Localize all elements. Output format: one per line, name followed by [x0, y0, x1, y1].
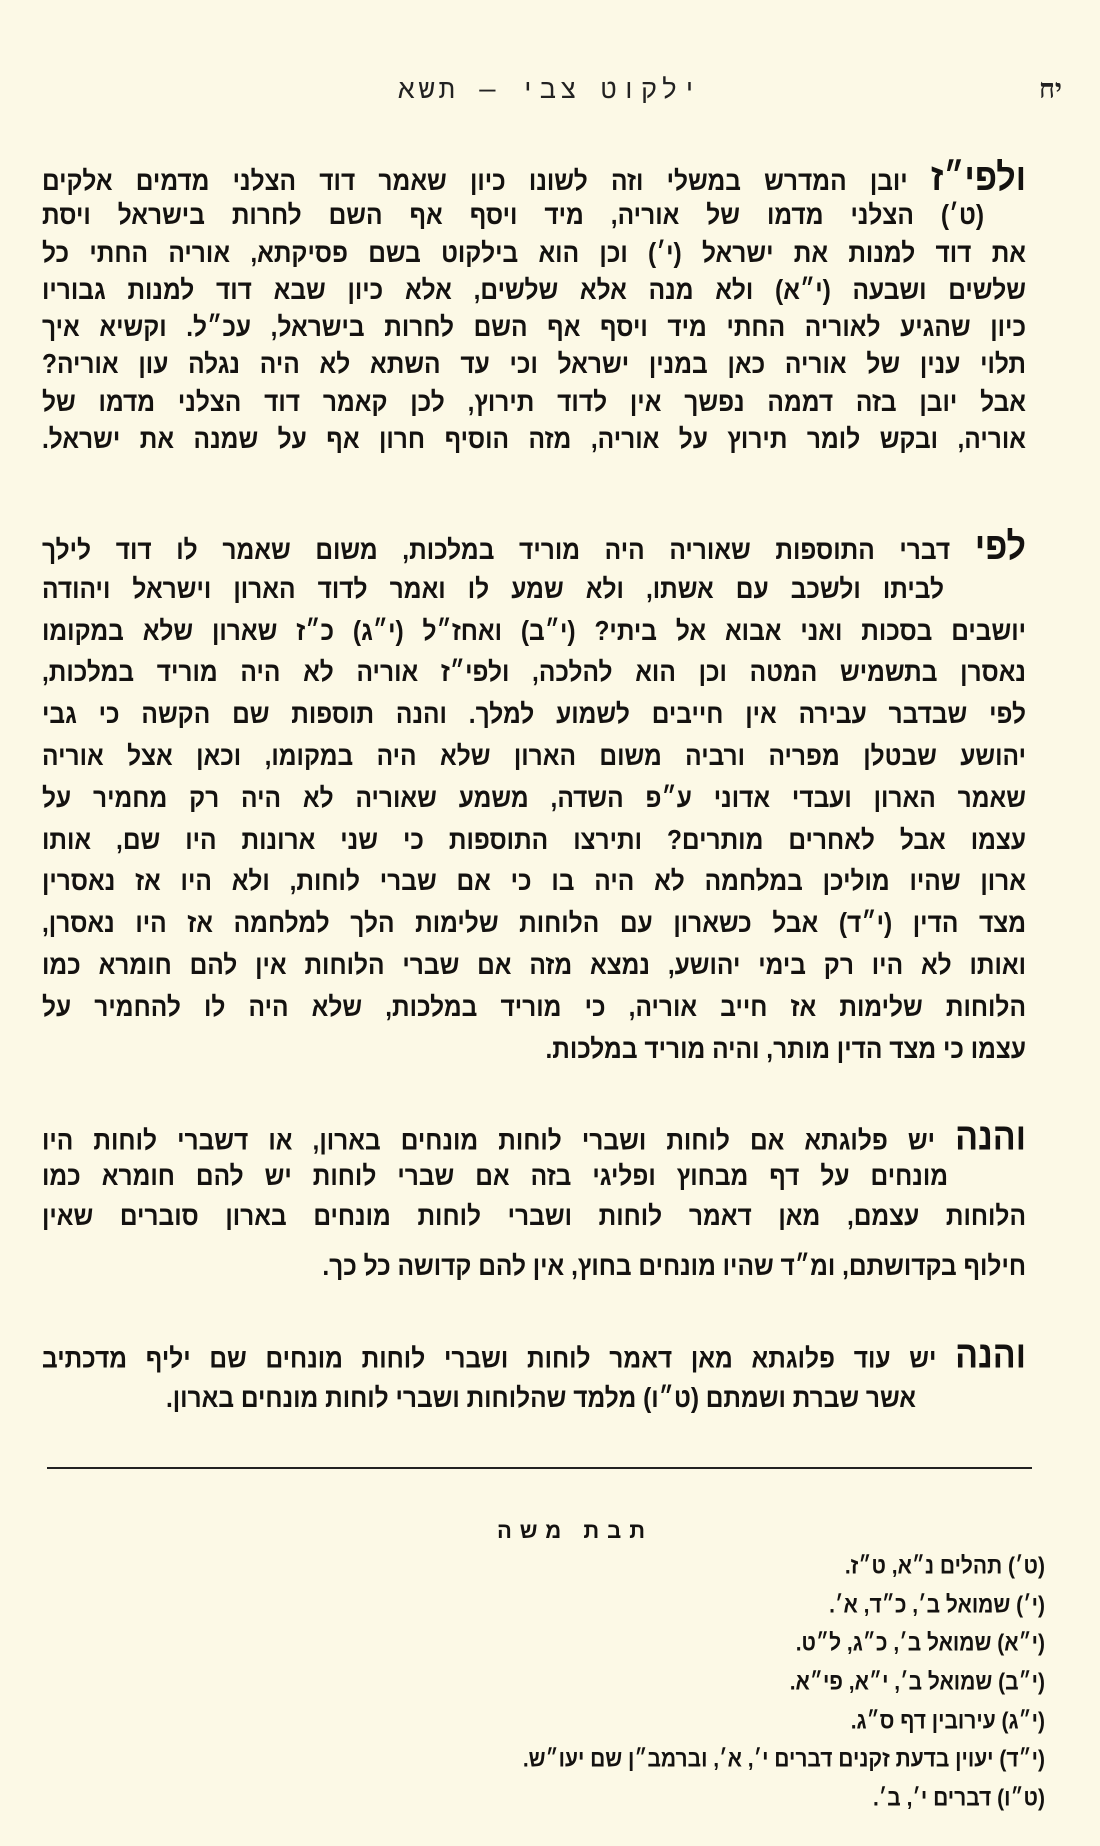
line-text: עצמו כי מצד הדין מותר, והיה מוריד במלכות. — [545, 1033, 1026, 1065]
text-line — [42, 775, 1026, 822]
paragraph-3 — [42, 1117, 1026, 1287]
line-text: מצד הדין (י״ד) אבל כשארון עם הלוחות שלימות הלך למלחמה אז היו נאסרן, — [42, 908, 1026, 939]
text-line — [42, 817, 1026, 864]
text-line — [42, 1195, 1026, 1240]
lead-word: והנה — [955, 1115, 1027, 1159]
page-number: יח — [1038, 74, 1062, 105]
line-text: ואותו לא היו רק בימי יהושע, נמצא מזה אם שברי הלוחות אין להם חומרא כמו — [42, 950, 1026, 981]
paragraph-4 — [42, 1333, 1026, 1421]
line-text: עצמו אבל לאחרים מותרים? ותירצו התוספות כי שני ארונות היו שם, אותו — [42, 824, 1026, 856]
line-text: הלוחות שלימות אז חייב אוריה, כי מוריד במלכות, שלא היה לו להחמיר על — [42, 992, 1026, 1023]
line-text: לביתו ולשכב עם אשתו, ולא שמע לו ואמר לדוד הארון וישראל ויהודה — [42, 574, 944, 605]
text-line — [42, 419, 1026, 461]
footnote: (ט״ו) דברים י׳, ב׳. — [872, 1785, 1045, 1812]
text-line — [42, 524, 1026, 571]
line-text: דברי התוספות שאוריה היה מוריד במלכות, משום שאמר לו דוד לילך — [42, 535, 951, 566]
line-text: נאסרן בתשמיש המטה וכן הוא להלכה, ולפי״ז אוריה לא היה מוריד במלכות, — [42, 657, 1026, 688]
line-text: יש עוד פלוגתא מאן דאמר לוחות ושברי לוחות מונחים שם יליף מדכתיב — [42, 1343, 937, 1375]
line-text: אבל יובן בזה דממה נפשך אין לדוד תירוץ, לכן קאמר דוד הצלני מדמו של — [42, 387, 1026, 418]
text-line — [42, 158, 1026, 200]
line-text: תלוי ענין של אוריה כאן במנין ישראל וכי עד השתא לא היה נגלה עון אוריה? — [42, 349, 1026, 381]
running-title: ילקוט צבי — תשא — [398, 74, 702, 105]
text-line — [42, 692, 1026, 739]
lead-word: לפי — [974, 525, 1026, 569]
line-text: כיון שהגיע לאוריה החתי מיד ויסף אף השם לחרות בישראל, עכ״ל. וקשיא איך — [42, 312, 1026, 343]
line-text: שאמר הארון ועבדי אדוני ע״פ השדה, משמע שאוריה לא היה רק מחמיר על — [42, 783, 1026, 814]
line-text: יובן המדרש במשלי וזה לשונו כיון שאמר דוד הצלני מדמים אלקים — [42, 166, 908, 197]
text-line — [42, 1374, 1026, 1423]
line-text: את דוד למנות את ישראל (י׳) וכן הוא בילקוט בשם פסיקתא, אוריה החתי כל — [42, 237, 1026, 269]
paragraph-1 — [42, 156, 1026, 458]
text-line — [42, 1245, 1026, 1290]
footnote: (ט׳) תהלים נ״א, ט״ז. — [844, 1553, 1045, 1580]
text-line — [42, 733, 1026, 780]
text-line — [42, 650, 1026, 697]
text-line — [42, 1115, 1026, 1160]
line-text: יש פלוגתא אם לוחות ושברי לוחות מונחים בארון, או דשברי לוחות היו — [42, 1125, 936, 1157]
footnote: (י״ג) עירובין דף ס״ג. — [850, 1708, 1045, 1735]
text-line — [42, 1155, 1026, 1200]
line-text: אשר שברת ושמתם (ט״ו) מלמד שהלוחות ושברי לוחות מונחים בארון. — [165, 1383, 916, 1414]
line-text: שלשים ושבעה (י״א) ולא מנה אלא שלשים, אלא כיון שבא דוד למנות גבוריו — [42, 275, 1026, 306]
text-line — [42, 942, 1026, 989]
text-line — [42, 382, 1026, 424]
footnote: (י״א) שמואל ב׳, כ״ג, ל״ט. — [795, 1630, 1045, 1657]
text-line — [42, 195, 1026, 237]
line-text: חילוף בקדושתם, ומ״ד שהיו מונחים בחוץ, אין להם קדושה כל כך. — [322, 1251, 1026, 1282]
footnote: (י׳) שמואל ב׳, כ״ד, א׳. — [829, 1592, 1045, 1618]
footnote: (י״ב) שמואל ב׳, י״א, פי״א. — [789, 1669, 1045, 1696]
line-text: יהושע שבטלן מפריה ורביה משום הארון שלא היה במקומו, וכאן אצל אוריה — [42, 741, 1026, 772]
text-line — [42, 1330, 1026, 1379]
lead-word: ולפי״ז — [930, 156, 1026, 200]
text-line — [42, 859, 1026, 906]
lead-word: והנה — [955, 1333, 1026, 1377]
footnote-divider — [47, 1467, 1032, 1469]
text-line — [42, 901, 1026, 948]
line-text: (ט׳) הצלני מדמו של אוריה, מיד ויסף אף השם לחרות בישראל ויסת — [42, 200, 984, 231]
line-text: אוריה, ובקש לומר תירוץ על אוריה, מזה הוסיף חרון אף על שמנה את ישראל. — [42, 424, 1026, 455]
footnote: (י״ד) יעוין בדעת זקנים דברים י׳, א׳, וברמב״ן שם יעו״ש. — [522, 1746, 1045, 1773]
footnotes-list — [523, 1548, 1045, 1819]
line-text: לפי שבדבר עבירה אין חייבים לשמוע למלך. והנה תוספות שם הקשה כי גבי — [42, 699, 1026, 730]
text-line — [42, 344, 1026, 386]
text-line — [42, 270, 1026, 312]
line-text: ארון שהיו מוליכן במלחמה לא היה בו כי אם שברי לוחות, ולא היו אז נאסרין — [42, 866, 1026, 897]
text-line — [42, 608, 1026, 655]
line-text: הלוחות עצמם, מאן דאמר לוחות ושברי לוחות מונחים בארון סוברים שאין — [42, 1201, 1026, 1232]
footnotes-title: תבת משה — [496, 1518, 654, 1543]
paragraph-2 — [42, 527, 1026, 1070]
text-line — [42, 566, 1026, 613]
text-line — [42, 984, 1026, 1031]
text-line — [42, 1026, 1026, 1073]
line-text: יושבים בסכות ואני אבוא אל ביתי? (י״ב) ואחז״ל (י״ג) כ״ז שארון שלא במקומו — [42, 615, 1026, 647]
text-line — [42, 232, 1026, 274]
line-text: מונחים על דף מבחוץ ופליגי בזה אם שברי לוחות יש להם חומרא כמו — [42, 1161, 948, 1192]
text-line — [42, 307, 1026, 349]
